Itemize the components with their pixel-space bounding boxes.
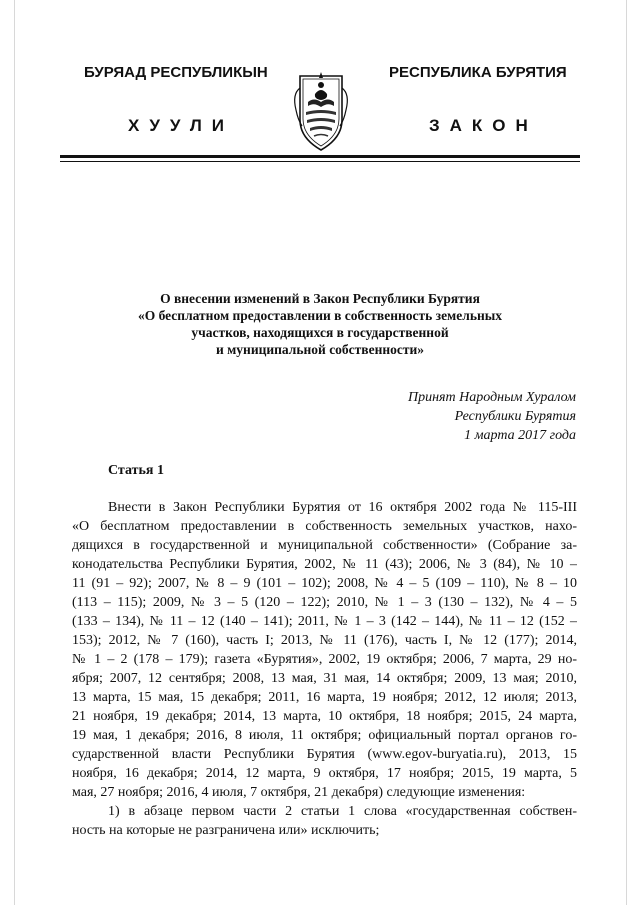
header-divider-thick <box>60 155 580 158</box>
adoption-note <box>330 388 576 445</box>
header-republic-russian: РЕСПУБЛИКА БУРЯТИЯ <box>389 64 567 81</box>
paragraph-line: (113 – 115); 2009, № 3 – 5 (120 – 122); 2010, № 1 – 3 (130 – 132), № 4 – 5 <box>72 595 577 610</box>
header-law-buryat: ХУУЛИ <box>128 116 234 135</box>
law-title <box>110 290 530 358</box>
paragraph-line: № 1 – 2 (178 – 179); газета «Бурятия», 2002, 19 октября; 2006, 7 марта, 29 но- <box>72 652 577 667</box>
law-title-line: и муниципальной собственности» <box>215 342 425 357</box>
paragraph-line: сударственной власти Республики Бурятия (www.egov-buryatia.ru), 2013, 15 <box>72 747 577 762</box>
paragraph-line: конодательства Республики Бурятия, 2002, № 11 (43); 2006, № 3 (84), № 10 – <box>72 557 577 572</box>
scan-edge-left <box>14 0 15 905</box>
adoption-line: Принят Народным Хуралом <box>407 390 576 405</box>
paragraph-line: 153); 2012, № 7 (160), часть I; 2013, № 11 (176), часть I, № 12 (177); 2014, <box>72 633 577 648</box>
article-body <box>72 498 577 840</box>
adoption-line: Республики Бурятия <box>454 409 576 424</box>
law-title-line: «О бесплатном предоставлении в собственность земельных <box>137 308 503 323</box>
paragraph-line: Внести в Закон Республики Бурятия от 16 октября 2002 года № 115-III <box>108 500 577 515</box>
paragraph-line: 19 мая, 1 декабря; 2016, 8 июля, 11 октября; официальный портал органов го- <box>72 728 577 743</box>
paragraph-line: ября; 2007, 12 сентября; 2008, 13 мая, 31 мая, 14 октября; 2009, 13 мая; 2010, <box>72 671 577 686</box>
paragraph-line: 13 марта, 15 мая, 15 декабря; 2011, 16 марта, 19 ноября; 2012, 12 июля; 2013, <box>72 690 577 705</box>
law-title-line: О внесении изменений в Закон Республики Бурятия <box>160 291 480 306</box>
paragraph-line: ноября, 16 декабря; 2014, 12 марта, 9 октября, 17 ноября; 2015, 19 марта, 5 <box>72 766 577 781</box>
paragraph-line: дящихся в государственной и муниципальной собственности» (Собрание за- <box>72 538 577 553</box>
paragraph-line: 11 (91 – 92); 2007, № 8 – 9 (101 – 102); 2008, № 4 – 5 (109 – 110), № 8 – 10 <box>72 576 577 591</box>
paragraph-line: 1) в абзаце первом части 2 статьи 1 слова «государственная собствен- <box>108 804 577 819</box>
buryatia-coat-of-arms-icon <box>288 64 354 154</box>
paragraph-line: ность на которые не разграничена или» исключить; <box>72 823 380 838</box>
scan-edge-right <box>626 0 627 905</box>
header-divider-thin <box>60 161 580 162</box>
paragraph-line: 21 ноября, 19 декабря; 2014, 13 марта, 10 октября, 18 ноября; 2015, 24 марта, <box>72 709 577 724</box>
adoption-date: 1 марта 2017 года <box>464 428 576 443</box>
law-title-line: участков, находящихся в государственной <box>191 325 449 340</box>
header-republic-buryat: БУРЯАД РЕСПУБЛИКЫН <box>84 64 268 81</box>
paragraph-line: «О бесплатном предоставлении в собственность земельных участков, нахо- <box>72 519 577 534</box>
paragraph-line: мая, 27 ноября; 2016, 4 июля, 7 октября, 21 декабря) следующие изменения: <box>72 785 526 800</box>
header-law-russian: ЗАКОН <box>429 116 538 135</box>
article-heading: Статья 1 <box>108 463 164 478</box>
paragraph-line: (133 – 134), № 11 – 12 (140 – 141); 2011, № 1 – 3 (142 – 144), № 11 – 12 (152 – <box>72 614 577 629</box>
